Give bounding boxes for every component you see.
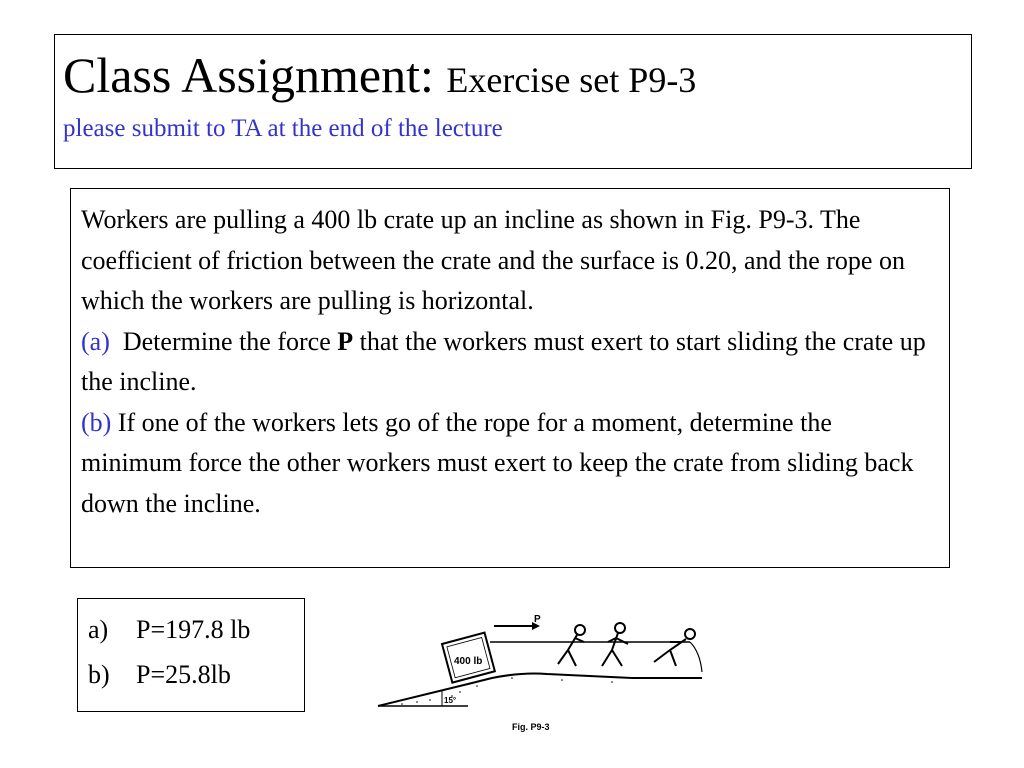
part-a-post: that the workers must exert to start sliding the crate up the incline.	[81, 326, 926, 396]
title-main: Class Assignment:	[63, 47, 434, 103]
answer-value: P=197.8 lb	[136, 615, 251, 644]
problem-part-a	[81, 322, 939, 403]
part-a-force-symbol: P	[337, 326, 354, 356]
problem-part-b	[81, 403, 939, 525]
submission-note: please submit to TA at the end of the lecture	[63, 115, 503, 142]
answer-row	[88, 652, 304, 697]
part-b-label: (b)	[81, 407, 112, 437]
answer-row	[88, 607, 304, 652]
figure-caption: Fig. P9-3	[512, 722, 550, 732]
answer-label: a)	[88, 615, 109, 644]
page-title	[63, 47, 971, 108]
part-b-text: If one of the workers lets go of the rope for a moment, determine the minimum force the other workers must exert to keep the crate from sliding back down the incline.	[81, 407, 914, 518]
answer-value: P=25.8lb	[136, 660, 231, 689]
crate-label: 400 lb	[454, 656, 483, 667]
part-a-label: (a)	[81, 326, 110, 356]
title-box	[54, 34, 972, 169]
problem-statement-box	[70, 188, 950, 568]
force-label: P	[534, 614, 541, 625]
angle-label: 15°	[444, 696, 457, 705]
title-subtitle: Exercise set P9-3	[446, 60, 697, 100]
answers-box	[77, 598, 305, 712]
incline-workers-figure	[372, 612, 712, 738]
part-a-pre: Determine the force	[122, 326, 331, 356]
problem-intro: Workers are pulling a 400 lb crate up an incline as shown in Fig. P9-3. The coefficient of friction between the crate and the surface is 0.20, and the rope on which the workers are pulling is horizontal.	[81, 205, 905, 315]
answer-label: b)	[88, 660, 110, 689]
